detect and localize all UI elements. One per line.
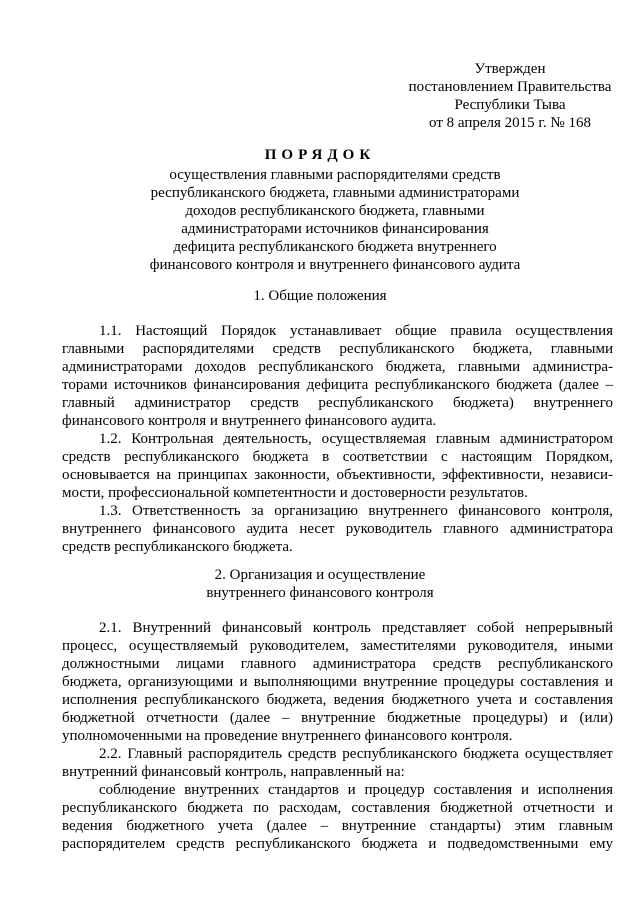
approval-line: постановлением Правительства	[408, 79, 612, 95]
paragraph-2-2	[62, 745, 613, 781]
paragraph-line: уполномоченными на проведение внутреннего финансового контроля.	[62, 728, 513, 744]
paragraph-2-2-item	[62, 781, 613, 853]
paragraph-line: распорядителем средств республиканского бюджета и подведомственными ему	[62, 836, 613, 852]
paragraph-1-3	[62, 502, 613, 556]
subtitle-line: финансового контроля и внутреннего финансового аудита	[149, 257, 521, 273]
paragraph-line: бюджета, организующими и выполняющими внутренние процедуры составления и	[62, 674, 613, 690]
paragraph-line: торами источников финансирования дефицита республиканского бюджета (далее –	[62, 377, 613, 393]
subtitle-line: доходов республиканского бюджета, главными	[185, 203, 485, 219]
approval-line: от 8 апреля 2015 г. № 168	[429, 115, 591, 131]
document-title: ПОРЯДОК	[264, 147, 376, 163]
paragraph-line: средств республиканского бюджета в соответствии с настоящим Порядком,	[62, 449, 613, 465]
document-subtitle	[100, 166, 570, 274]
approval-line: Республики Тыва	[454, 97, 566, 113]
section-heading-text: 1. Общие положения	[253, 288, 387, 304]
paragraph-line: исполнения республиканского бюджета, ведения бюджетного учета и составления	[62, 692, 613, 708]
paragraph-line: соблюдение внутренних стандартов и процедур составления и исполнения	[99, 782, 613, 798]
paragraph-1-2	[62, 430, 613, 502]
subtitle-line: осуществления главными распорядителями средств	[169, 167, 501, 183]
paragraph-line: основывается на принципах законности, объективности, эффективности, независи-	[62, 467, 613, 483]
subtitle-line: республиканского бюджета, главными администраторами	[150, 185, 520, 201]
paragraph-2-1	[62, 619, 613, 745]
paragraph-line: 2.2. Главный распорядитель средств республиканского бюджета осуществляет	[99, 746, 613, 762]
section-2-heading	[0, 566, 640, 602]
subtitle-line: дефицита республиканского бюджета внутреннего	[173, 239, 497, 255]
subtitle-line: администраторами источников финансирования	[181, 221, 489, 237]
paragraph-line: финансового контроля и внутреннего финансового аудита.	[62, 413, 437, 429]
paragraph-line: средств республиканского бюджета.	[62, 539, 293, 555]
paragraph-line: мости, профессиональной компетентности и достоверности результатов.	[62, 485, 528, 501]
approval-block	[400, 60, 620, 132]
paragraph-line: внутренний финансовый контроль, направленный на:	[62, 764, 405, 780]
paragraph-line: 1.1. Настоящий Порядок устанавливает общие правила осуществления	[99, 323, 613, 339]
paragraph-line: главный администратор средств республиканского бюджета) внутреннего	[62, 395, 613, 411]
paragraph-line: главными распорядителями средств республиканского бюджета, главными	[62, 341, 613, 357]
paragraph-line: администраторами доходов республиканского бюджета, главными администра-	[62, 359, 613, 375]
paragraph-line: 1.2. Контрольная деятельность, осуществляемая главным администратором	[99, 431, 613, 447]
paragraph-line: 2.1. Внутренний финансовый контроль представляет собой непрерывный	[99, 620, 613, 636]
paragraph-line: должностными лицами главного администратора средств республиканского	[62, 656, 613, 672]
paragraph-line: ведения бюджетного учета (далее – внутренние стандарты) этим главным	[62, 818, 613, 834]
paragraph-1-1	[62, 322, 613, 430]
paragraph-line: процесс, осуществляемый руководителем, заместителями руководителя, иными	[62, 638, 613, 654]
section-heading-text: внутреннего финансового контроля	[206, 585, 434, 601]
section-1-heading	[0, 287, 640, 305]
paragraph-line: республиканского бюджета по расходам, составления бюджетной отчетности и	[62, 800, 613, 816]
paragraph-line: бюджетной отчетности (далее – внутренние бюджетные процедуры) и (или)	[62, 710, 613, 726]
paragraph-line: 1.3. Ответственность за организацию внутреннего финансового контроля,	[99, 503, 613, 519]
approval-line: Утвержден	[474, 61, 546, 77]
paragraph-line: внутреннего финансового аудита несет руководитель главного администратора	[62, 521, 613, 537]
section-heading-text: 2. Организация и осуществление	[214, 567, 426, 583]
